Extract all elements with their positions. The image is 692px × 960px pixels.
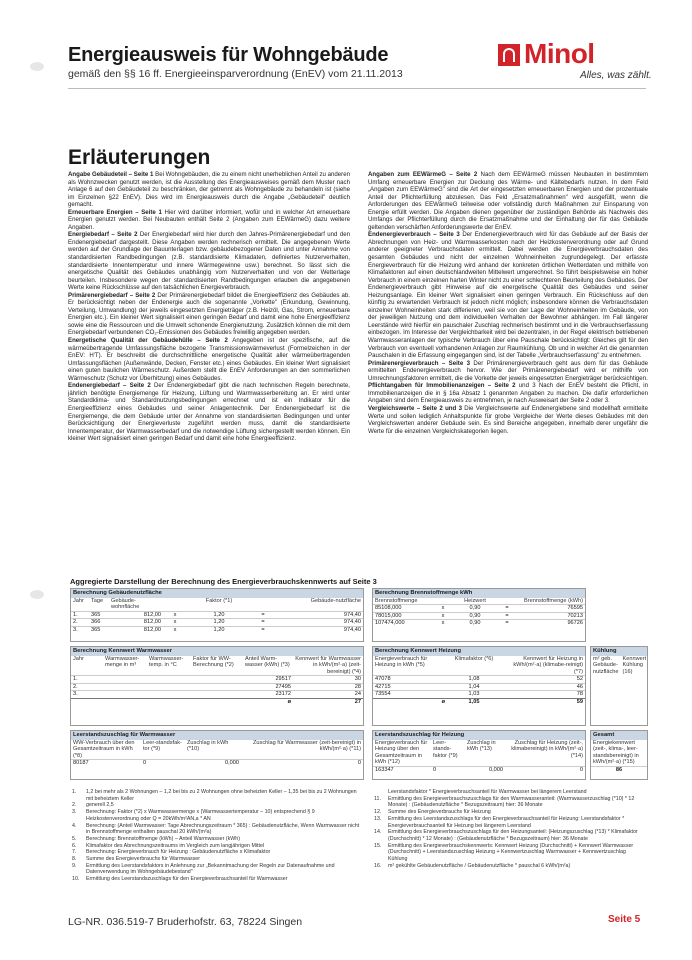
- header-divider: [68, 88, 646, 89]
- box-kuehlung: [590, 646, 648, 726]
- footnote-text: Ermittlung des Energieverbrauchskennwerts: Kennwert Heizung (Durchschnitt) + Kennwert Warmwasser (Durchschnitt) + Leerstandszuschlag Heizung + Kennwertzuschlag Warmwasser + Kennwertzuschlag Kühlung: [388, 842, 634, 863]
- col-header: Faktor für WW-Berechnung (*2): [193, 655, 234, 668]
- col-header: Zuschlag in kWh (*13): [467, 739, 496, 752]
- aggregate-title: Aggregierte Darstellung der Berechnung des Energieverbrauchskennwerts auf Seite 3: [70, 577, 377, 586]
- table-row: 2. 366 812,00 x 1,20 = 974,40: [73, 619, 361, 625]
- footnote: [72, 809, 362, 822]
- footnote-text: 1,2 bei mehr als 2 Wohnungen – 1,2 bei bis zu 2 Wohnungen ohne beheizten Keller – 1,35 bei bis zu 2 Wohnungen mit beheiztem Keller: [86, 789, 357, 802]
- document-title: Energieausweis für Wohngebäude: [68, 44, 389, 66]
- footnote-text: Summe des Energieverbrauchs für Warmwasser: [86, 856, 201, 863]
- footnote-number: 9.: [72, 862, 77, 869]
- footnote: [374, 816, 646, 829]
- footnote-text: Berechnung: Faktor (*2) x Warmwassermenge x (Warmwassertemperatur – 10) entsprechend § 9 Heizkostenverordnung oder Q = 20kWh/m²AN,a * AN: [86, 809, 315, 822]
- table-row: 86: [591, 766, 647, 773]
- table-row: 3. 23172 24: [73, 691, 361, 697]
- paragraph-text: und 3 Nach der EnEV besteht die Pflicht, in Immobilienanzeigen die in § 16a Absatz 1 genannten Angaben zu machen. Die dafür erforderlichen Angaben sind dem Energieausweis zu entnehmen, je nach Ausweisart der Seite 2 oder 3.: [368, 382, 648, 405]
- box-title: Berechnung Kennwert Warmwasser: [71, 647, 363, 656]
- col-header: Warmwasser-temp. in °C: [149, 655, 184, 668]
- table-row: 78015,000 x 0,90 = 70213: [375, 612, 583, 619]
- paragraph: [68, 171, 350, 209]
- footnote-text: m² gekühlte Gebäudenutzfläche / Gebäudenutzfläche * pauschal 6 kWh/(m²a): [388, 862, 571, 869]
- footnote: [72, 789, 362, 802]
- table-row: 1. 365 812,00 x 1,20 = 974,40: [73, 611, 361, 618]
- footnote: [72, 802, 362, 809]
- footnote: [374, 796, 646, 809]
- col-header: Gebäude-nutzfläche: [310, 597, 361, 604]
- paragraph: [68, 231, 350, 291]
- footnote-number: 10.: [72, 876, 80, 883]
- col-header: Zuschlag für Warmwasser (zeit-bereinigt) in kWh/(m²·a) (*11): [253, 739, 361, 752]
- box-title: Berechnung Kennwert Heizung: [373, 647, 585, 656]
- box-title: Berechnung Gebäudenutzfläche: [71, 589, 363, 598]
- paragraph-text: Hier wird darüber informiert, wofür und in welcher Art erneuerbare Energien genutzt werden. Bei Neubauten enthält Seite 2 (Angaben zum EEWärmeG) dazu weitere Angaben.: [68, 208, 350, 231]
- box-title: Berechnung Brennstoffmenge kWh: [373, 589, 585, 598]
- footnote-text: Summe des Energieverbrauchs für Heizung: [388, 809, 491, 816]
- average-row: ø 1,05 59: [373, 698, 585, 705]
- col-header: Jahr: [73, 597, 84, 604]
- box-brennstoffmenge: [372, 588, 586, 642]
- paragraph: [368, 360, 648, 383]
- footnote-number: 7.: [72, 849, 77, 856]
- table-row: 1. 29517 30: [73, 676, 361, 682]
- paragraph-text: Der Primärenergieverbrauch geht aus dem für das Gebäude ermittelten Endenergieverbrauch hervor. Wie der Primärenergiebedarf wird er mithilfe von Umrechnungsfaktoren ermittelt, die die Vorkette der jeweils eingesetzten Energieträger berücksichtigen.: [368, 359, 648, 382]
- paragraph-text: Der Energiebedarf wird hier durch den Jahres-Primärenergiebedarf und den Endenergiebedarf dargestellt. Diese Angaben werden rechnerisch ermittelt. Die angegebenen Werte werden auf der Grundlage der Bauunterlagen bzw. gebäudebezogener Daten und unter Annahme von standardisierten Randbedingungen (z.B. standardisierte Klimadaten, definiertes Nutzerverhalten, standardisierte Innentemperatur und innere Wärmegewinne usw.) berechnet. So lässt sich die energetische Qualität des Gebäudes unabhängig vom Nutzerverhalten und von der Wetterlage beurteilen. Insbesondere wegen der standardisierten Randbedingungen erlauben die angegebenen Werte keine Rückschlüsse auf den tatsächlichen Energieverbrauch.: [68, 231, 350, 292]
- col-header: Kennwert für Heizung in kWh/(m²·a) (klimabe-reinigt) (*7): [513, 655, 583, 675]
- footnote: [72, 856, 362, 863]
- col-header: Faktor (*1): [205, 597, 233, 604]
- table-row: 163347 0 0,000 0: [375, 766, 583, 773]
- paragraph-text: Angegeben ist der spezifische, auf die wärmeübertragende Umfassungsfläche bezogene Transmissionswärmeverlust (Formelzeichen in der EnEV: H'T). Er beschreibt die durchschnittliche energetische Qualität aller wärmeübertragenden Umfassungsflächen (Außenwände, Decken, Fenster etc.) eines Gebäudes. Ein kleiner Wert signalisiert einen guten baulichen Wärmeschutz. Außerdem stellt die EnEV Anforderungen an den sommerlichen Wärmeschutz (Schutz vor Überhitzung) eines Gebäudes.: [68, 337, 351, 382]
- paragraph: [68, 292, 350, 337]
- paragraph-text: Nach dem EEWärmeG müssen Neubauten in bestimmtem Umfang erneuerbare Energien zur Deckung des Wärme- und Kältebedarfs nutzen. In dem Feld „Angaben zum EEWärmeG" sind die Art der eingesetzten erneuerbaren Energien und der prozentuale Anteil der Pflichterfüllung abzulesen. Das Feld „Ersatzmaßnahmen" wird ausgefüllt, wenn die Anforderungen des EEWärmeG teilweise oder vollständig durch Maßnahmen zur Einsparung von Energie erfüllt werden. Die Angaben dienen gegenüber der zuständigen Behörde als Nachweis des Umfangs der Pflichterfüllung durch die Ersatzmaßnahme und der Einhaltung der für das Gebäude geltenden verschärften Anforderungswerte der EnEV.: [368, 171, 648, 231]
- footnote-text: Berechnung: Energieverbrauch für Heizung : Gebäudenutzfläche x Klimafaktor: [86, 849, 271, 856]
- table-row: 2. 27495 28: [73, 683, 361, 690]
- footnote-text: Ermittlung des Leerstandszuschlags für den Energieverbrauchsanteil für Heizung: Leerstandsfaktor * Energieverbrauchsanteil für Heizung bei längerem Leerstand: [388, 815, 625, 829]
- punch-hole: [30, 62, 44, 71]
- footnote-text: Klimafaktor des Abrechnungszeitraums im Vergleich zum langjährigen Mittel: [86, 842, 265, 849]
- footnote-text: Leerstandsfaktor * Energieverbrauchsanteil für Warmwasser bei längerem Leerstand: [388, 789, 587, 795]
- box-kennwert-warmwasser: [70, 646, 364, 726]
- col-header: Kennwert für Warmwasser in kWh/(m²·a) (zeit-bereinigt) (*4): [295, 655, 361, 675]
- footnote-number: 15.: [374, 842, 382, 849]
- col-header: Brennstoffmenge (kWh): [524, 597, 583, 604]
- footnote: [374, 809, 646, 816]
- footnote: [374, 829, 646, 842]
- footnote-text: Ermittlung des Leerstandsfaktors in Anlehnung zur „Bekanntmachung der Regeln zur Datenaufnahme und Datenverwendung im Wohngebäudebestand": [86, 862, 335, 876]
- paragraph: [368, 231, 648, 359]
- footnote-text: Berechnung: (Anteil Warmwasser: Tage Abrechnungszeitraum * 365) : Gebäudenutzfläche, Wenn Warmwasser nicht in Brennstoffmenge enthalten pauschal 20 kWh/(m²a): [86, 822, 360, 836]
- paragraph-heading: Pflichtangaben für Immobilienanzeigen – Seite 2: [368, 382, 516, 390]
- footnote: [72, 843, 362, 850]
- col-header: Zuschlag für Heizung (zeit-, klimabereinigt) in kWh/(m²·a) (*14): [511, 739, 583, 759]
- footnote: [72, 849, 362, 856]
- table-row: 42715 1,04 46: [375, 683, 583, 690]
- box-leerstand-warmwasser: [70, 730, 364, 780]
- footnote-text: Ermittlung des Energieverbrauchszuschlags für den Heizungsanteil: (Heizungszuschlag (*13) * Klimafaktor (Durchschnitt) * 12 Monate) : (Gebäudenutzfläche * Bezugszeitraum) hier: 36 Monate: [388, 829, 638, 842]
- col-header: Zuschlag in kWh (*10): [187, 739, 229, 752]
- col-header: Heizwert: [464, 597, 486, 604]
- section-title: Erläuterungen: [68, 146, 211, 169]
- paragraph: [68, 209, 350, 232]
- footnote-text: Ermittlung des Energieverbrauchszuschlags für den Warmwasseranteil: (Warmwasserzuschlag (*10) * 12 Monate) : (Gebäudenutzfläche * Bezugszeitraum) hier: 36 Monate: [388, 795, 635, 809]
- col-header: Energieverbrauch für Heizung über den Gesamtzeitraum in kWh (*12): [375, 739, 428, 765]
- footnotes-left: [72, 789, 362, 883]
- footnote-text: Ermittlung des Leerstandszuschlags für den Energieverbrauchsanteil für Warmwasser: [86, 876, 288, 883]
- paragraph: [68, 337, 350, 382]
- footnote: [374, 863, 646, 870]
- paragraph-text: Der Endenergieverbrauch wird für das Gebäude auf der Basis der Abrechnungen von Heiz- und Warmwasserkosten nach der Heizkostenverordnung oder auf Grund anderer geeigneter Verbrauchsdaten ermittelt. Dabei werden die Energieverbrauchsdaten des gesamten Gebäudes und nicht der einzelnen Wohneinheiten zugrundegelegt. Der erfasste Energieverbrauch für die Heizung wird anhand der konkreten örtlichen Wetterdaten und mithilfe von Klimafaktoren auf einen deutschlandweiten Mittelwert umgerechnet. So führt beispielsweise ein hoher Verbrauch in einem einzelnen harten Winter nicht zu einer schlechteren Beurteilung des Gebäudes. Der Endenergieverbrauch gibt Hinweise auf die energetische Qualität des Gebäudes und seiner Heizungsanlage. Ein kleiner Wert signalisiert einen geringen Verbrauch. Ein Rückschluss auf den künftig zu erwartenden Verbrauch ist jedoch nicht möglich; insbesondere können die Verbrauchsdaten einzelner Wohneinheiten stark differieren, weil sie von der Lage der Wohneinheiten im Gebäude, von der jeweiligen Nutzung und dem individuellen Verhalten der Bewohner abhängen. Im Fall längerer Leerstände wird hierfür ein pauschaler Zuschlag rechnerisch bestimmt und in die Verbrauchserfassung einbezogen. Im Interesse der Vergleichbarkeit wird bei dezentralen, in der Regel elektrisch betriebenen Warmwasseranlagen der typische Verbrauch über eine Pauschale berücksichtigt: Gleiches gilt für den Verbrauch von eventuell vorhandenen Anlagen zur Raumkühlung. Ob und in welcher Art die genannten Pauschalen in die Erfassung eingegangen sind, ist der Tabelle „Verbrauchserfassung" zu entnehmen.: [368, 231, 648, 360]
- col-header: WW-Verbrauch über den Gesamtzeitraum in kWh (*8): [73, 739, 135, 759]
- paragraph: [368, 382, 648, 405]
- document-subtitle: gemäß den §§ 16 ff. Energieeinsparverordnung (EnEV) vom 21.11.2013: [68, 68, 403, 80]
- box-title: Leerstandszuschlag für Warmwasser: [71, 731, 363, 740]
- explanations-left-column: [68, 171, 350, 443]
- footnote: [374, 789, 646, 796]
- footnote-number: 4.: [72, 822, 77, 829]
- footer-address: LG-NR. 036.519-7 Bruderhofstr. 63, 78224 Singen: [68, 916, 303, 928]
- footnote: [72, 876, 362, 883]
- paragraph-heading: Erneuerbare Energien – Seite 1: [68, 208, 162, 216]
- paragraph-heading: Primärenergieverbrauch – Seite 3: [368, 359, 471, 367]
- footnote: [72, 836, 362, 843]
- box-gebaeudenutzflaeche: [70, 588, 364, 642]
- punch-hole: [30, 590, 44, 599]
- paragraph: [68, 382, 350, 442]
- table-row: 107474,000 x 0,90 = 96726: [375, 620, 583, 626]
- col-header: Kennwert Kühlung (16): [622, 655, 647, 675]
- explanations-right-column: [368, 171, 648, 435]
- col-header: Anteil Warm-wasser (kWh) (*3): [245, 655, 290, 668]
- table-row: 3. 365 812,00 x 1,20 = 974,40: [73, 626, 361, 633]
- footnote-text: Berechnung: Brennstoffmenge (kWh) – Anteil Warmwasser (kWh): [86, 835, 240, 842]
- minol-logo: Minol: [524, 38, 595, 69]
- col-header: Energieverbrauch für Heizung in kWh (*5): [375, 655, 428, 668]
- col-header: Leer-standsfak-tor (*9): [143, 739, 182, 752]
- box-title: Kühlung: [591, 647, 647, 656]
- average-row: ø 27: [71, 698, 363, 705]
- paragraph-heading: Angaben zum EEWärmeG – Seite 2: [368, 171, 478, 178]
- footnote-number: 2.: [72, 802, 77, 809]
- col-header: m² geb. Gebäude-nutzfläche: [593, 655, 619, 675]
- paragraph: [368, 171, 648, 231]
- col-header: Klimafaktor (*6): [454, 655, 494, 662]
- paragraph-heading: Angabe Gebäudeteil – Seite 1: [68, 171, 154, 178]
- paragraph-text: Die Vergleichswerte auf Endenergiebene sind modellhaft ermittelte Werte und sollen lediglich Anhaltspunkte für grobe Vergleiche der Werte dieses Gebäudes mit den Vergleichswerten anderer Gebäude sein. Es sind Bereiche angegeben, innerhalb derer ungefähr die Werte für die einzelnen Vergleichskategorien liegen.: [368, 404, 648, 435]
- footnote: [72, 863, 362, 876]
- footnote-number: 6.: [72, 842, 77, 849]
- table-row: 80187 0 0,000 0: [73, 760, 361, 766]
- table-row: 47078 1,08 52: [375, 676, 583, 682]
- col-header: Leer-stands-faktor (*9): [433, 739, 458, 759]
- footnote-number: 5.: [72, 835, 77, 842]
- logo-slogan: Alles, was zählt.: [580, 70, 652, 81]
- page-number: Seite 5: [608, 914, 641, 925]
- footnote-number: 14.: [374, 829, 382, 836]
- footnote-number: 8.: [72, 856, 77, 863]
- box-gesamt: [590, 730, 648, 780]
- paragraph-text: Der Primärenergiebedarf bildet die Energieeffizienz des Gebäudes ab. Er berücksichtigt neben der Endenergie auch die sogenannte „Vorkette" (Erkundung, Gewinnung, Verteilung, Umwandlung) der jeweils eingesetzten Energieträger (z.B. Heizöl, Gas, Strom, erneuerbare Energien etc.). Ein kleiner Wert signalisiert einen geringen Bedarf und damit eine hohe Energieeffizienz sowie eine die Ressourcen und die Umwelt schonende Energienutzung. Zusätzlich können die mit dem Energiebedarf verbundenen CO₂-Emissionen des Gebäudes freiwillig angegeben werden.: [68, 291, 350, 337]
- box-title: Gesamt: [591, 731, 647, 740]
- footnote: [72, 823, 362, 836]
- paragraph-heading: Endenergieverbrauch – Seite 3: [368, 231, 460, 239]
- paragraph-heading: Vergleichswerte – Seite 2 und 3: [368, 404, 462, 412]
- col-header: Energiekennwert (zeit-, klima-, leer-standsbereinigt) in kWh/(m²·a) (*15): [593, 739, 639, 765]
- box-leerstand-heizung: [372, 730, 586, 780]
- minol-logo-icon: [498, 44, 520, 66]
- col-header: Warmwasser-menge in m³: [105, 655, 140, 668]
- paragraph-heading: Endenergiebedarf – Seite 2: [68, 382, 151, 390]
- col-header: Jahr: [73, 655, 84, 662]
- footnote-number: 16.: [374, 862, 382, 869]
- box-title: Leerstandszuschlag für Heizung: [373, 731, 585, 740]
- footnote-number: 11.: [374, 795, 381, 802]
- paragraph-heading: Energiebedarf – Seite 2: [68, 231, 138, 239]
- footnote-number: 13.: [374, 815, 382, 822]
- paragraph-heading: Primärenergiebedarf – Seite 2: [68, 291, 156, 299]
- footnote-text: generell 2,5: [86, 802, 114, 809]
- footnote-number: 1.: [72, 789, 77, 795]
- paragraph: [368, 405, 648, 435]
- footnote-number: 12.: [374, 809, 382, 816]
- footnote-number: [374, 789, 388, 796]
- footnote-number: 3.: [72, 809, 77, 816]
- col-header: Tage: [91, 597, 104, 604]
- paragraph-text: Bei Wohngebäuden, die zu einem nicht unerheblichen Anteil zu anderen als Wohnzwecken genutzt werden, ist die Ausstellung des Energieausweises gemäß dem Muster nach Anlage 6 auf den Gebäudeteil zu beschränken, der getrennt als Wohngebäude zu behandeln ist (siehe im Einzelnen §22 EnEV). Dies wird im Energieausweis durch die Angabe „Gebäudeteil" deutlich gemacht.: [68, 171, 350, 209]
- footnotes-right: [374, 789, 646, 869]
- table-row: 85108,000 x 0,90 = 76595: [375, 605, 583, 611]
- footnote: [374, 843, 646, 863]
- paragraph-text: Der Endenergiebedarf gibt die nach technischen Regeln berechnete, jährlich benötigte Energiemenge für Heizung, Lüftung und Warmwasserbereitung an. Er wird unter Standardklima- und Standardnutzungsbedingungen errechnet und ist ein Indikator für die Energieeffizienz eines Gebäudes und seiner Anlagentechnik. Der Endenergiebedarf ist die Energiemenge, die dem Gebäude unter der Annahme von standardisierten Bedingungen und unter Berücksichtigung der Energieverluste zugeführt werden muss, damit die standardisierte Innentemperatur, der Warmwasserbedarf und die notwendige Lüftung sichergestellt werden können. Ein kleiner Wert signalisiert einen geringen Bedarf und damit eine hohe Energieeffizienz.: [68, 382, 350, 443]
- box-kennwert-heizung: [372, 646, 586, 726]
- col-header: Gebäude-wohnfläche: [111, 597, 140, 610]
- col-header: Brennstoffmenge: [375, 597, 418, 604]
- table-row: 73554 1,03 78: [375, 691, 583, 697]
- paragraph-heading: Energetische Qualität der Gebäudehülle – Seite 2: [68, 337, 228, 345]
